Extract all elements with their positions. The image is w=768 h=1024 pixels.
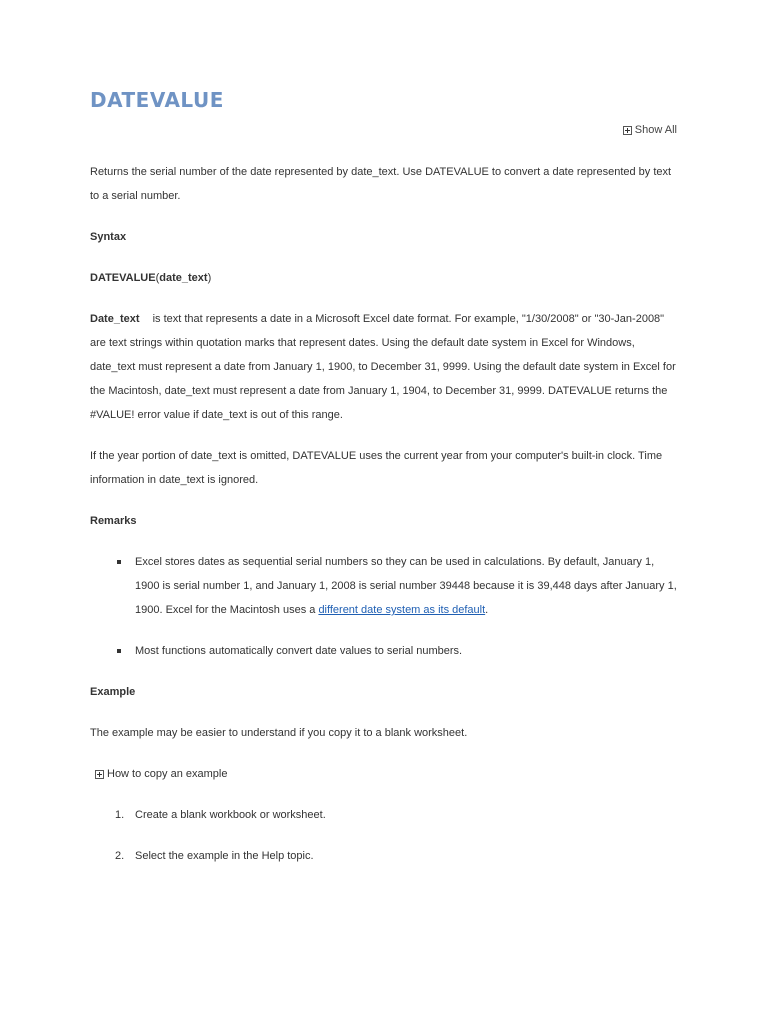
list-item xyxy=(115,550,680,622)
syntax-close-paren: ) xyxy=(207,272,212,284)
example-heading: Example xyxy=(90,686,136,698)
argument-description xyxy=(90,307,680,427)
list-item xyxy=(115,844,680,868)
year-note: If the year portion of date_text is omitted, DATEVALUE uses the current year from your computer's built-in clock. Time information in date_text is ignored. xyxy=(90,450,663,486)
article-body xyxy=(90,160,680,885)
date-system-link[interactable]: different date system as its default xyxy=(318,604,486,616)
square-bullet-icon xyxy=(117,649,121,653)
list-item xyxy=(115,639,680,663)
step-text: Select the example in the Help topic. xyxy=(135,850,314,862)
remark-text: Most functions automatically convert date values to serial numbers. xyxy=(135,645,463,657)
expand-plus-icon xyxy=(95,770,104,779)
step-text: Create a blank workbook or worksheet. xyxy=(135,809,326,821)
intro-paragraph: Returns the serial number of the date represented by date_text. Use DATEVALUE to convert a date represented by text to a serial number. xyxy=(90,166,672,202)
how-to-copy-label: How to copy an example xyxy=(107,768,228,780)
argument-name: Date_text xyxy=(90,313,140,325)
syntax-function: DATEVALUE xyxy=(90,272,156,284)
show-all-label: Show All xyxy=(634,124,677,136)
remark-end: . xyxy=(485,604,489,616)
copy-steps-list xyxy=(90,803,680,868)
example-intro: The example may be easier to understand if you copy it to a blank worksheet. xyxy=(90,727,468,739)
remarks-list xyxy=(90,550,680,663)
expand-plus-icon xyxy=(623,126,632,135)
square-bullet-icon xyxy=(117,560,121,564)
page-title: DATEVALUE xyxy=(90,88,224,112)
syntax-argument: date_text xyxy=(159,272,208,284)
syntax-open-paren: ( xyxy=(155,272,160,284)
show-all-toggle[interactable] xyxy=(623,124,677,136)
step-number: 2. xyxy=(115,850,125,862)
remarks-heading: Remarks xyxy=(90,515,137,527)
list-item xyxy=(115,803,680,827)
how-to-copy-toggle[interactable] xyxy=(95,762,680,786)
remark-text: Excel stores dates as sequential serial numbers so they can be used in calculations. By default, January 1, 1900 is serial number 1, and January 1, 2008 is serial number 39448 because it is 39,448 days after January 1, 1900. Excel for the Macintosh uses a xyxy=(135,556,677,616)
argument-text: is text that represents a date in a Microsoft Excel date format. For example, "1/30/2008" or "30-Jan-2008" are text strings within quotation marks that represent dates. Using the default date system in Excel for Windows, date_text must represent a date from January 1, 1900, to December 31, 9999. Using the default date system in Excel for the Macintosh, date_text must represent a date from January 1, 1904, to December 31, 9999. DATEVALUE returns the #VALUE! error value if date_text is out of this range. xyxy=(90,313,676,421)
syntax-heading: Syntax xyxy=(90,231,127,243)
syntax-signature xyxy=(90,266,680,290)
step-number: 1. xyxy=(115,809,125,821)
